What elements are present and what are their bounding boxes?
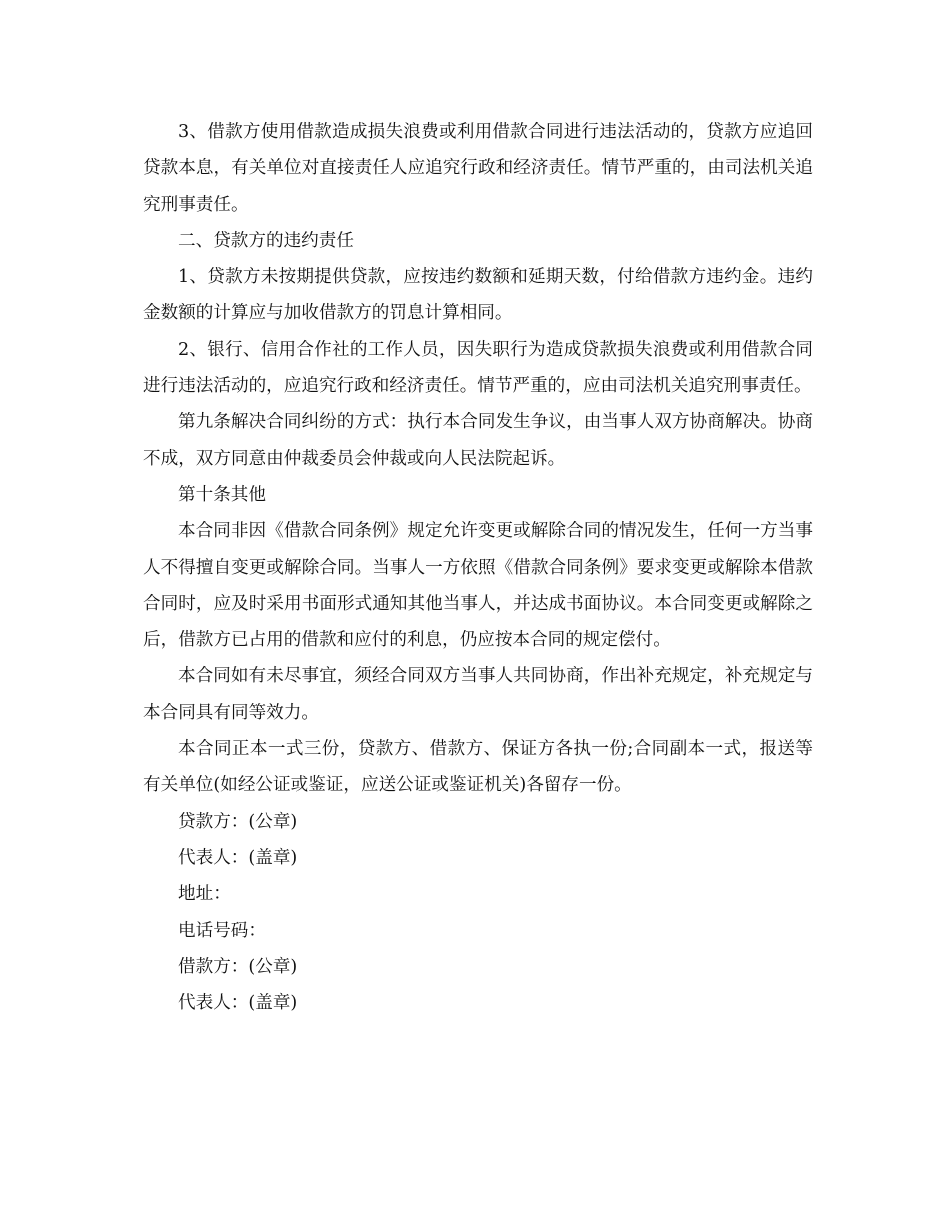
clause-contract-modification: 本合同非因《借款合同条例》规定允许变更或解除合同的情况发生，任何一方当事人不得擅自变更或解除合同。当事人一方依照《借款合同条例》要求变更或解除本借款合同时，应及时采用书面形式通知其他当事人，并达成书面协议。本合同变更或解除之后，借款方已占用的借款和应付的利息，仍应按本合同的规定偿付。 xyxy=(143,521,813,651)
signature-address: 地址： xyxy=(178,884,231,905)
signature-borrower-representative: 代表人：(盖章) xyxy=(178,993,298,1014)
signature-phone: 电话号码： xyxy=(178,920,266,941)
clause-supplementary-provisions: 本合同如有未尽事宜，须经合同双方当事人共同协商，作出补充规定，补充规定与本合同具有同等效力。 xyxy=(143,666,813,723)
heading-lender-liability: 二、贷款方的违约责任 xyxy=(178,230,354,251)
article-10-heading: 第十条其他 xyxy=(178,484,266,505)
clause-borrower-liability-3: 3、借款方使用借款造成损失浪费或利用借款合同进行违法活动的，贷款方应追回贷款本息，有关单位对直接责任人应追究行政和经济责任。情节严重的，由司法机关追究刑事责任。 xyxy=(143,122,813,215)
clause-lender-liability-1: 1、贷款方未按期提供贷款，应按违约数额和延期天数，付给借款方违约金。违约金数额的计算应与加收借款方的罚息计算相同。 xyxy=(143,267,813,324)
clause-lender-liability-2: 2、银行、信用合作社的工作人员，因失职行为造成贷款损失浪费或利用借款合同进行违法活动的，应追究行政和经济责任。情节严重的，应由司法机关追究刑事责任。 xyxy=(143,339,813,397)
signature-lender: 贷款方：(公章) xyxy=(178,811,298,832)
article-9-dispute-resolution: 第九条解决合同纠纷的方式：执行本合同发生争议，由当事人双方协商解决。协商不成，双方同意由仲裁委员会仲裁或向人民法院起诉。 xyxy=(143,412,813,469)
signature-borrower: 借款方：(公章) xyxy=(178,956,298,977)
document-body xyxy=(143,114,813,1021)
clause-contract-copies: 本合同正本一式三份，贷款方、借款方、保证方各执一份;合同副本一式，报送等有关单位(如经公证或鉴证，应送公证或鉴证机关)各留存一份。 xyxy=(143,739,813,796)
signature-lender-representative: 代表人：(盖章) xyxy=(178,847,298,868)
